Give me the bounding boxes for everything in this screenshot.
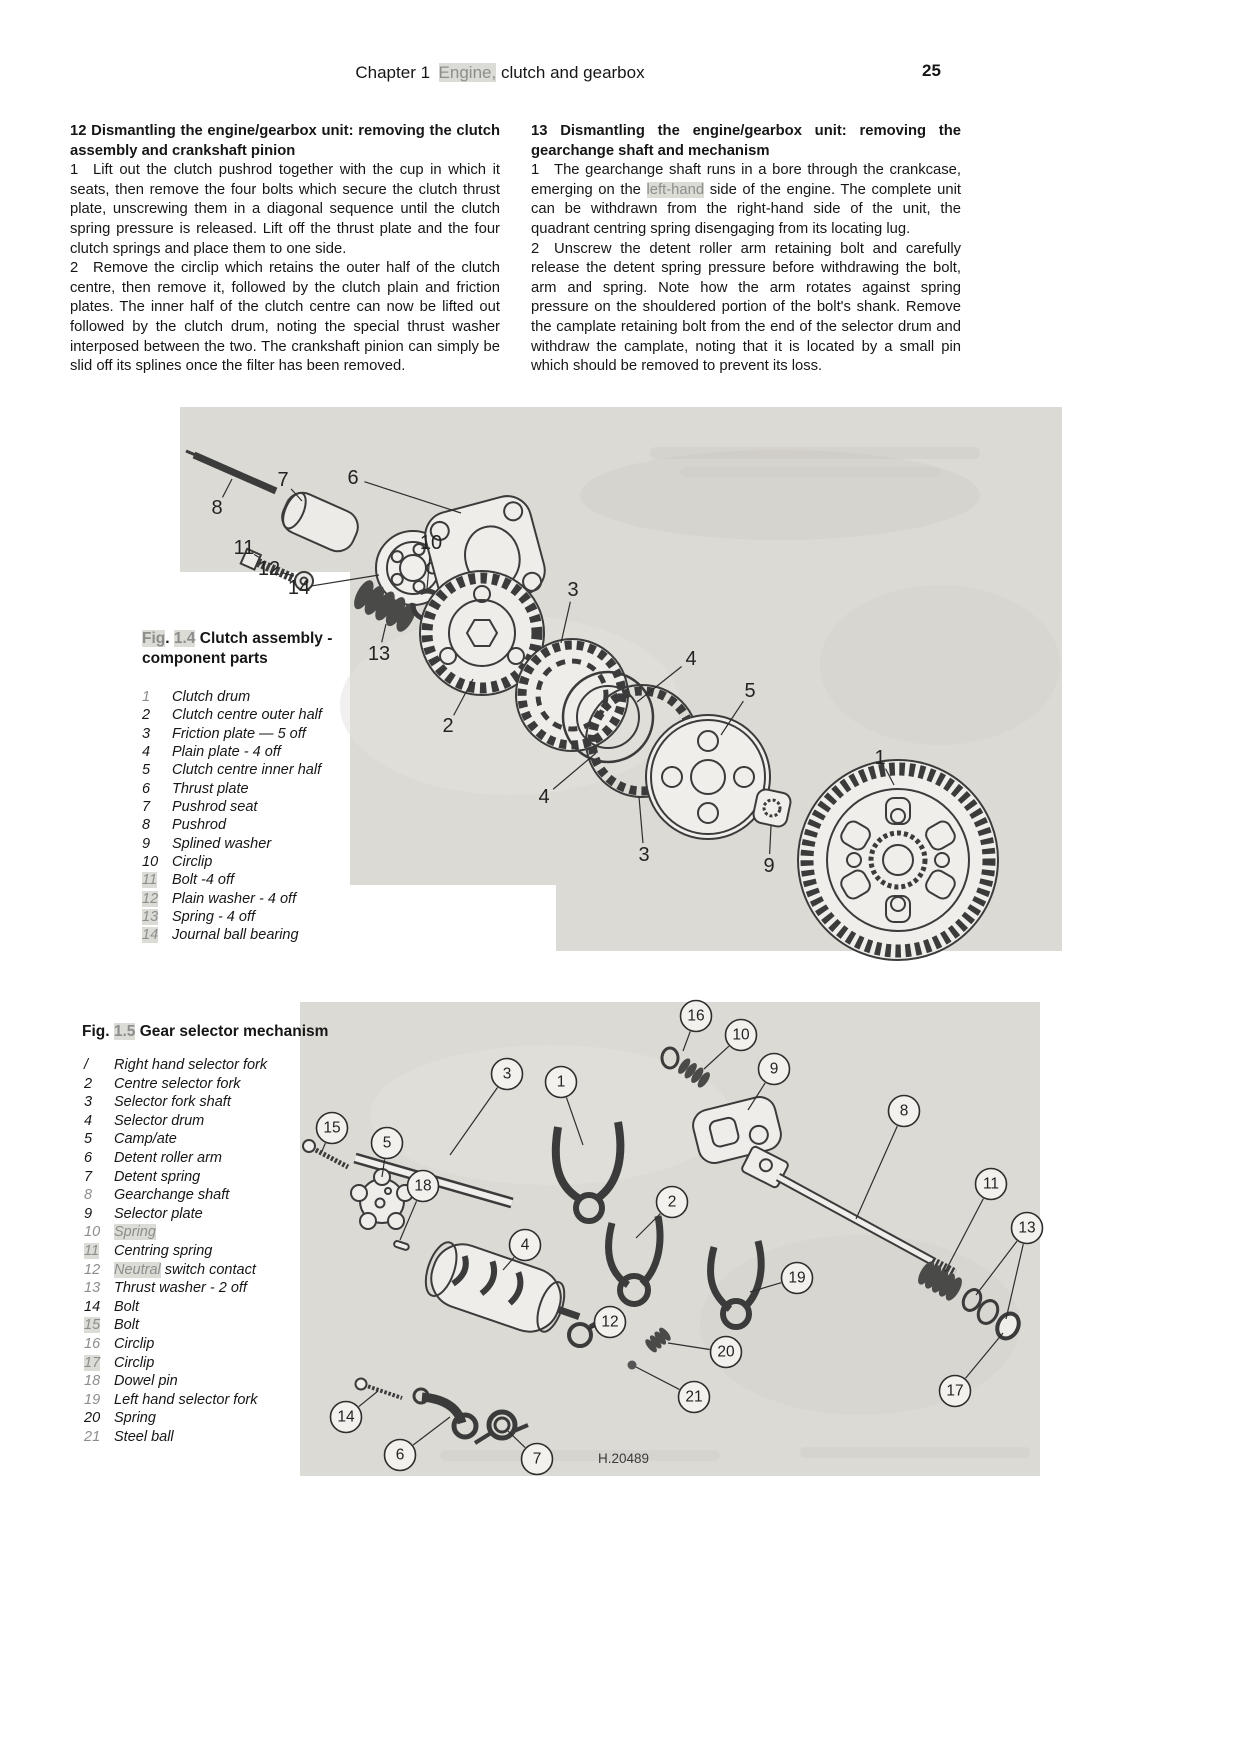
svg-text:7: 7 [277, 469, 289, 491]
part-row [142, 836, 322, 854]
clutch-centre-inner-art [646, 715, 770, 839]
part-number: 7 [84, 1168, 93, 1185]
part-row [84, 1262, 267, 1281]
text-segment: side of the engine. The complete unit can be withdrawn from the right-hand side of the unit, the quadrant centring spring disengaging from its locating lug. [531, 181, 961, 237]
part-row [84, 1057, 267, 1076]
svg-text:8: 8 [211, 497, 223, 519]
part-number: 14 [142, 927, 159, 944]
part-label: Steel ball [114, 1428, 174, 1445]
text-segment: Engine, [438, 63, 497, 82]
part-row [84, 1355, 267, 1374]
part-row [84, 1299, 267, 1318]
svg-text:9: 9 [769, 1060, 779, 1078]
svg-text:11: 11 [982, 1175, 1000, 1193]
text-segment: clutch and gearbox [496, 63, 645, 82]
part-row [84, 1094, 267, 1113]
part-row [84, 1243, 267, 1262]
svg-text:14: 14 [287, 577, 311, 599]
part-row [84, 1169, 267, 1188]
svg-text:18: 18 [414, 1177, 432, 1195]
part-number: 8 [84, 1187, 93, 1204]
fig14-parts-list [142, 689, 322, 946]
svg-text:16: 16 [687, 1007, 705, 1025]
part-label: Centring spring [114, 1242, 213, 1259]
part-label: Detent spring [114, 1168, 201, 1185]
part-number: 11 [142, 872, 158, 889]
part-row [142, 799, 322, 817]
part-label: Bolt -4 off [172, 872, 235, 889]
part-number: 4 [142, 744, 151, 761]
part-label: Plain plate - 4 off [172, 744, 281, 761]
part-number: 5 [142, 762, 151, 779]
part-row [142, 817, 322, 835]
svg-text:21: 21 [685, 1388, 703, 1406]
svg-text:1: 1 [874, 747, 886, 769]
part-label: Bolt [114, 1317, 139, 1334]
text-segment: Clutch assembly - component parts [142, 630, 333, 667]
part-label: Gearchange shaft [114, 1187, 230, 1204]
svg-text:10: 10 [732, 1026, 750, 1044]
part-row [142, 781, 322, 799]
part-label: Spring - 4 off [172, 909, 256, 926]
part-number: 12 [142, 890, 159, 907]
part-row [84, 1224, 267, 1243]
splined-washer-art [752, 788, 792, 828]
svg-text:7: 7 [532, 1450, 542, 1468]
section-12-heading: 12 Dismantling the engine/gearbox unit: removing the clutch assembly and crankshaft pinion [70, 123, 500, 159]
text-segment: 1 The gearchange shaft runs in a bore through the crankcase, emerging on the [531, 162, 961, 198]
part-label: Selector drum [114, 1112, 205, 1129]
svg-text:12: 12 [601, 1313, 619, 1331]
svg-text:14: 14 [337, 1408, 355, 1426]
svg-text:13: 13 [367, 643, 391, 665]
part-number: 10 [142, 854, 159, 871]
part-row [142, 927, 322, 945]
part-label: Thrust plate [172, 780, 249, 797]
part-number: 1 [142, 689, 151, 705]
svg-text:8: 8 [899, 1102, 909, 1120]
part-row [84, 1076, 267, 1095]
part-number: 4 [84, 1112, 93, 1129]
svg-text:15: 15 [323, 1119, 341, 1137]
part-row [84, 1317, 267, 1336]
paragraph [70, 161, 500, 259]
part-label [114, 1224, 156, 1243]
part-number: 5 [84, 1131, 93, 1148]
svg-text:4: 4 [520, 1236, 530, 1254]
fig15-scan-background [300, 1002, 1040, 1476]
part-row [84, 1206, 267, 1225]
part-label: Circlip [114, 1335, 155, 1352]
svg-text:5: 5 [382, 1134, 392, 1152]
text-segment: . [165, 630, 174, 647]
part-row [84, 1410, 267, 1429]
part-number: / [84, 1057, 89, 1073]
part-number: 21 [84, 1428, 101, 1445]
paragraph [531, 240, 961, 377]
part-number: 3 [142, 725, 151, 742]
paragraph [531, 161, 961, 239]
text-segment: Chapter 1 [355, 63, 439, 82]
part-number: 3 [84, 1094, 93, 1111]
part-number: 9 [142, 835, 151, 852]
part-label: Pushrod seat [172, 799, 258, 816]
text-segment: 1.5 [113, 1023, 136, 1040]
part-label: Clutch drum [172, 689, 251, 705]
part-row [142, 762, 322, 780]
part-row [142, 854, 322, 872]
clutch-drum-art [798, 760, 998, 960]
part-number: 13 [84, 1280, 101, 1297]
svg-text:3: 3 [502, 1065, 512, 1083]
svg-text:5: 5 [744, 680, 756, 702]
part-row [142, 689, 322, 707]
part-number: 18 [84, 1373, 101, 1390]
page-header [0, 63, 1000, 83]
part-row [84, 1429, 267, 1448]
part-label: Detent roller arm [114, 1149, 222, 1166]
plate-code: H.20489 [598, 1451, 650, 1466]
part-row [84, 1187, 267, 1206]
svg-text:6: 6 [395, 1446, 405, 1464]
section-13-heading: 13 Dismantling the engine/gearbox unit: removing the gearchange shaft and mechanism [531, 123, 961, 159]
part-row [84, 1113, 267, 1132]
part-label: Bolt [114, 1298, 139, 1315]
fig15-diagram [300, 995, 1040, 1481]
svg-text:4: 4 [538, 786, 550, 808]
svg-text:2: 2 [667, 1193, 677, 1211]
part-label: Circlip [114, 1354, 155, 1371]
part-label: Clutch centre inner half [172, 762, 322, 779]
part-row [142, 872, 322, 890]
fig14-caption [142, 629, 356, 668]
svg-text:10: 10 [419, 532, 443, 554]
part-label: Selector fork shaft [114, 1094, 231, 1111]
part-row [84, 1392, 267, 1411]
text-segment: Fig. [82, 1023, 114, 1040]
fig15-caption [82, 1022, 482, 1042]
part-number: 6 [142, 780, 151, 797]
part-label: Friction plate — 5 off [172, 725, 306, 742]
part-row [142, 726, 322, 744]
part-label: Right hand selector fork [114, 1057, 268, 1073]
part-label: Journal ball bearing [172, 927, 299, 944]
part-label: Left hand selector fork [114, 1391, 258, 1408]
svg-text:6: 6 [347, 467, 359, 489]
section-12 [70, 122, 500, 377]
part-number: 9 [84, 1205, 93, 1222]
svg-text:17: 17 [946, 1382, 964, 1400]
section-13 [531, 122, 961, 377]
part-number: 11 [84, 1242, 100, 1259]
part-number: 6 [84, 1149, 93, 1166]
part-label: Thrust washer - 2 off [114, 1280, 247, 1297]
part-label: Dowel pin [114, 1373, 178, 1390]
paragraph [70, 259, 500, 377]
part-number: 2 [84, 1075, 93, 1092]
part-label [114, 1262, 256, 1281]
svg-text:3: 3 [638, 844, 650, 866]
part-number: 8 [142, 817, 151, 834]
svg-text:19: 19 [788, 1269, 806, 1287]
part-number: 17 [84, 1354, 101, 1371]
text-segment: Gear selector mechanism [135, 1023, 329, 1040]
text-segment: Fig [142, 630, 166, 647]
fig15-parts-list [84, 1057, 267, 1447]
svg-text:2: 2 [442, 715, 454, 737]
text-segment: left-hand [646, 181, 705, 198]
part-row [84, 1336, 267, 1355]
text-segment: Neutral [114, 1261, 161, 1278]
part-row [142, 891, 322, 909]
part-label: Clutch centre outer half [172, 707, 322, 724]
part-number: 14 [84, 1298, 101, 1315]
section-12-body [70, 161, 500, 377]
svg-text:4: 4 [685, 648, 697, 670]
svg-text:13: 13 [1018, 1219, 1036, 1237]
part-row [84, 1131, 267, 1150]
part-label: Pushrod [172, 817, 227, 834]
text-segment: 2 Remove the circlip which retains the outer half of the clutch centre, then remove it, followed by the clutch plain and friction plates. The inner half of the clutch centre can now be lifted out followed by the clutch drum, noting the special thrust washer interposed between the two. The crankshaft pinion can simply be slid off its splines once the filter has been removed. [70, 260, 500, 375]
svg-text:1: 1 [556, 1073, 566, 1091]
part-row [142, 744, 322, 762]
text-segment: 1.4 [173, 630, 196, 647]
part-label: Splined washer [172, 835, 272, 852]
part-row [84, 1150, 267, 1169]
part-number: 16 [84, 1335, 101, 1352]
svg-text:20: 20 [717, 1343, 735, 1361]
part-number: 15 [84, 1317, 101, 1334]
part-row [84, 1280, 267, 1299]
part-row [142, 707, 322, 725]
part-label: Circlip [172, 854, 213, 871]
text-segment: 1 Lift out the clutch pushrod together with the cup in which it seats, then remove the four bolts which secure the clutch thrust plate, unscrewing them in a diagonal sequence until the clutch spring pressure is released. Lift off the thrust plate and the four clutch springs and place them to one side. [70, 162, 500, 257]
part-row [84, 1373, 267, 1392]
svg-text:9: 9 [763, 855, 775, 877]
part-number: 13 [142, 909, 159, 926]
svg-text:3: 3 [567, 579, 579, 601]
text-segment: 2 Unscrew the detent roller arm retaining bolt and carefully release the detent spring pressure before withdrawing the bolt, arm and spring. Note how the arm rotates against spring pressure on the shouldered portion of the bolt's shank. Remove the camplate retaining bolt from the end of the selector drum and withdraw the camplate, noting that it is located by a small pin which should be removed to prevent its loss. [531, 240, 961, 375]
section-13-body [531, 161, 961, 377]
part-label: Spring [114, 1410, 156, 1427]
text-segment: Spring [114, 1224, 156, 1241]
text-segment: switch contact [160, 1261, 256, 1278]
svg-text:11: 11 [233, 537, 255, 559]
steel-ball-art [628, 1361, 637, 1370]
page-number: 25 [922, 61, 941, 80]
part-label: Plain washer - 4 off [172, 890, 297, 907]
part-row [142, 909, 322, 927]
part-label: Selector plate [114, 1205, 203, 1222]
part-number: 12 [84, 1261, 101, 1278]
part-number: 10 [84, 1224, 101, 1241]
part-label: Camp/ate [114, 1131, 177, 1148]
part-number: 20 [84, 1410, 101, 1427]
part-number: 7 [142, 799, 151, 816]
svg-text:12: 12 [257, 558, 281, 580]
part-number: 2 [142, 707, 151, 724]
part-label: Centre selector fork [114, 1075, 241, 1092]
part-number: 19 [84, 1391, 101, 1408]
